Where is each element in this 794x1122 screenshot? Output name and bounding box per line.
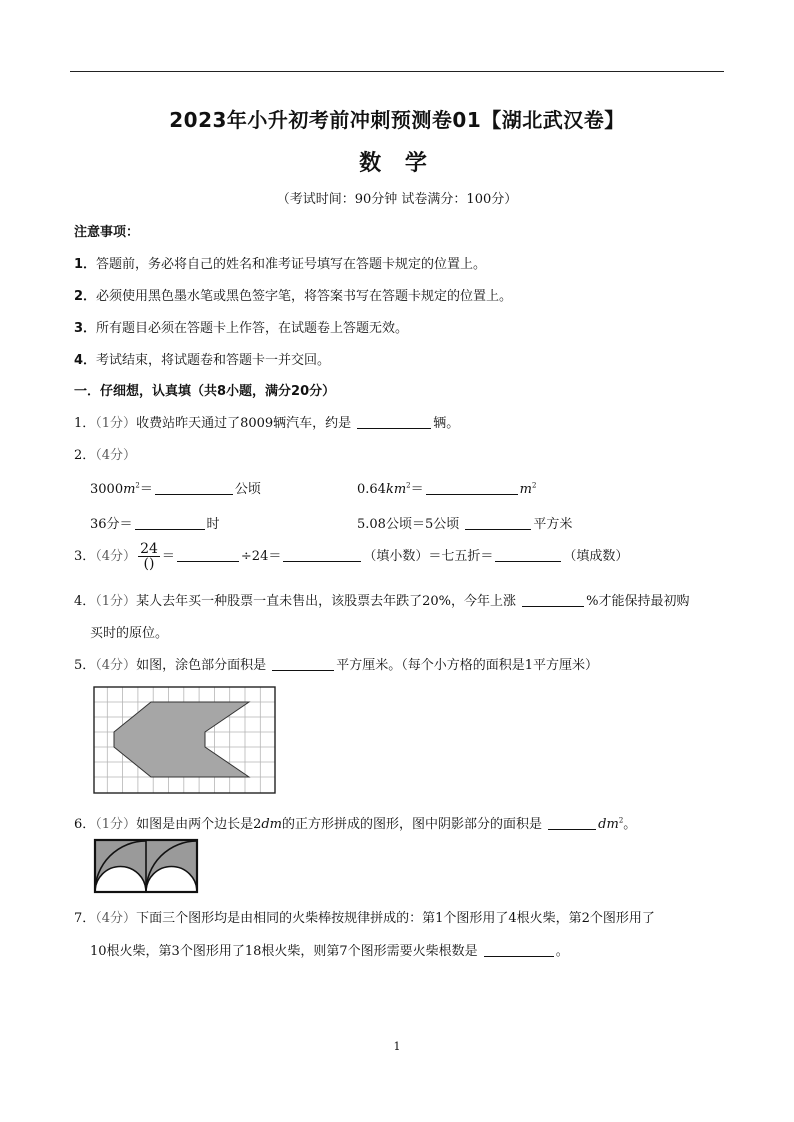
note-number: 3．	[74, 321, 97, 336]
question-number: 2．	[74, 448, 96, 463]
value: 5.08公顷＝5公顷	[357, 517, 460, 532]
unit: dm	[261, 817, 282, 832]
question-text: 如图，涂色部分面积是	[136, 658, 267, 673]
question-score: （1分）	[95, 817, 137, 832]
answer-blank[interactable]	[177, 547, 239, 562]
equals: ＝	[139, 482, 153, 497]
answer-blank[interactable]	[426, 480, 518, 495]
question-number: 4．	[74, 594, 96, 609]
q2-part-b	[357, 478, 536, 497]
answer-blank[interactable]	[522, 592, 584, 607]
question-number: 3．	[74, 549, 96, 564]
question-number: 5．	[74, 658, 96, 673]
shaded-shape	[114, 702, 249, 777]
note-number: 4．	[74, 353, 97, 368]
question-text: （填小数）＝七五折＝	[363, 549, 494, 564]
question-text: 10根火柴，第3个图形用了18根火柴，则第7个图形需要火柴根数是	[90, 944, 478, 959]
note-text: 所有题目必须在答题卡上作答，在试题卷上答题无效。	[96, 321, 409, 336]
note-number: 1．	[74, 257, 97, 272]
q2-part-d	[357, 513, 572, 532]
unit: km	[385, 482, 407, 497]
question-number: 1．	[74, 416, 96, 431]
question-text: ÷24＝	[240, 549, 282, 564]
note-item	[74, 253, 486, 272]
note-item	[74, 317, 408, 336]
unit: m	[519, 482, 532, 497]
question-3	[74, 542, 628, 571]
answer-blank[interactable]	[135, 515, 205, 530]
question-7-cont	[90, 940, 569, 959]
value: 0.64	[357, 482, 386, 497]
unit-text: 平方米	[533, 517, 573, 532]
q2-part-a	[90, 478, 261, 497]
equals: ＝	[410, 482, 424, 497]
unit-text: 时	[206, 517, 220, 532]
grid-figure	[92, 685, 277, 795]
question-score: （4分）	[95, 549, 137, 564]
note-number: 2．	[74, 289, 97, 304]
equals: ＝	[161, 549, 175, 564]
answer-blank[interactable]	[283, 547, 361, 562]
notes-heading: 注意事项：	[74, 225, 140, 240]
unit-exponent: 2	[531, 481, 537, 490]
unit-text: 公顷	[234, 482, 261, 497]
question-text: 收费站昨天通过了8009辆汽车，约是	[136, 416, 352, 431]
question-text: 某人去年买一种股票一直未售出，该股票去年跌了20%，今年上涨	[136, 594, 516, 609]
question-score: （1分）	[95, 594, 137, 609]
question-4	[74, 590, 689, 609]
question-text: %才能保持最初购	[586, 594, 690, 609]
question-text: 的正方形拼成的图形，图中阴影部分的面积是	[282, 817, 543, 832]
section-heading: 一．仔细想，认真填（共8小题，满分20分）	[74, 384, 336, 399]
fraction-numerator: 24	[140, 541, 158, 557]
question-number: 6．	[74, 817, 96, 832]
question-text: 下面三个图形均是由相同的火柴棒按规律拼成的：第1个图形用了4根火柴，第2个图形用了	[136, 911, 655, 926]
answer-blank[interactable]	[465, 515, 531, 530]
question-2	[74, 444, 136, 463]
question-4-cont: 买时的原位。	[90, 626, 169, 641]
unit: m	[123, 482, 136, 497]
note-item	[74, 349, 330, 368]
note-text: 必须使用黑色墨水笔或黑色签字笔，将答案书写在答题卡规定的位置上。	[96, 289, 513, 304]
question-text: 平方厘米。（每个小方格的面积是1平方厘米）	[336, 658, 598, 673]
question-5	[74, 654, 598, 673]
fraction-denominator[interactable]: ()	[143, 556, 155, 572]
question-text: 如图是由两个边长是2	[136, 817, 262, 832]
unit-exponent: 2	[618, 816, 624, 825]
unit-exponent: 2	[406, 481, 411, 490]
question-text: （填成数）	[563, 549, 629, 564]
fraction	[138, 542, 160, 571]
question-score: （4分）	[95, 658, 137, 673]
page-title: 2023年小升初考前冲刺预测卷01【湖北武汉卷】	[169, 108, 625, 132]
subject-title: 数 学	[359, 151, 435, 176]
squares-figure	[93, 838, 199, 894]
question-score: （1分）	[95, 416, 137, 431]
answer-blank[interactable]	[272, 656, 334, 671]
unit-exponent: 2	[135, 481, 140, 490]
answer-blank[interactable]	[548, 815, 596, 830]
note-item	[74, 285, 512, 304]
answer-blank[interactable]	[155, 480, 233, 495]
value: 36分＝	[90, 517, 133, 532]
question-number: 7．	[74, 911, 96, 926]
punctuation: 。	[555, 944, 569, 959]
question-score: （4分）	[95, 448, 137, 463]
answer-blank[interactable]	[357, 414, 431, 429]
value: 3000	[90, 482, 124, 497]
answer-blank[interactable]	[495, 547, 561, 562]
top-rule	[70, 71, 724, 72]
question-score: （4分）	[95, 911, 137, 926]
answer-blank[interactable]	[484, 942, 554, 957]
note-text: 答题前，务必将自己的姓名和准考证号填写在答题卡规定的位置上。	[96, 257, 487, 272]
question-7	[74, 907, 655, 926]
exam-info: （考试时间：90分钟 试卷满分：100分）	[276, 192, 518, 207]
question-text: 辆。	[433, 416, 460, 431]
punctuation: 。	[623, 817, 637, 832]
page-number: 1	[393, 1040, 401, 1053]
question-1	[74, 412, 459, 431]
question-6	[74, 813, 636, 832]
unit: dm	[598, 817, 619, 832]
q2-part-c	[90, 513, 220, 532]
note-text: 考试结束，将试题卷和答题卡一并交回。	[96, 353, 331, 368]
